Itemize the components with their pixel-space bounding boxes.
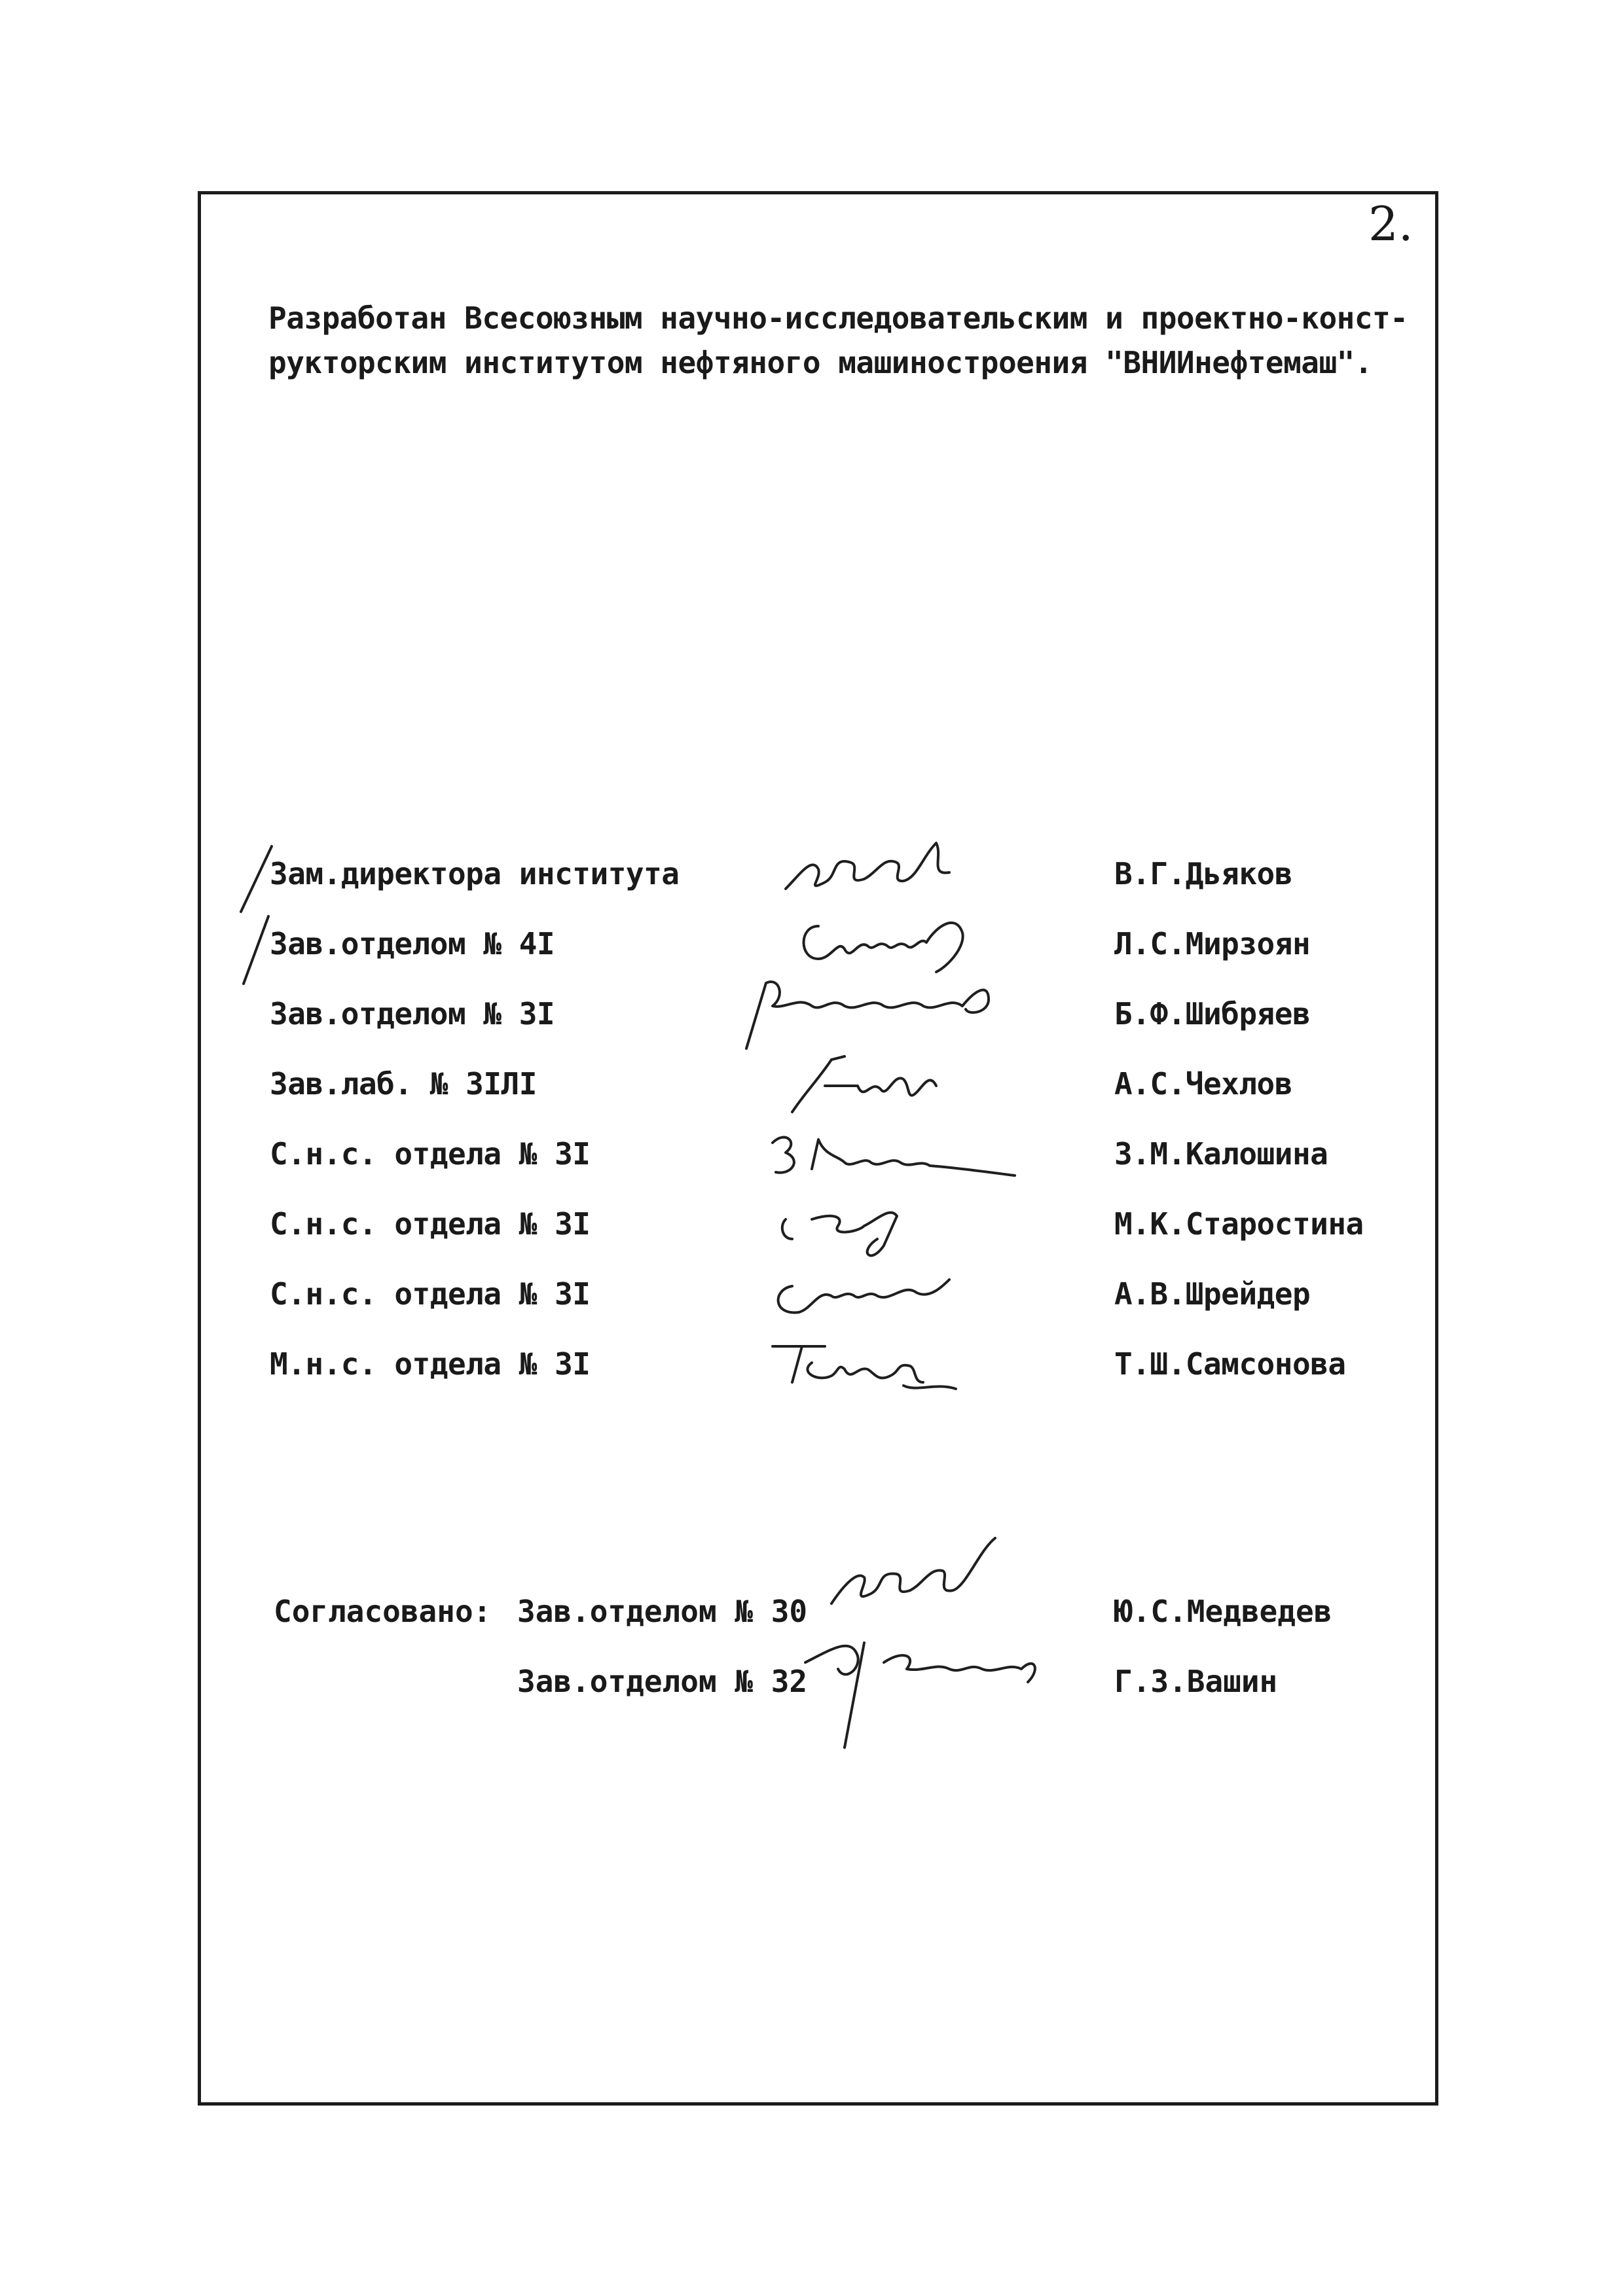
check-mark-icon (236, 913, 275, 985)
signatory-name: Б.Ф.Шибряев (1114, 996, 1311, 1031)
signatory-name: В.Г.Дьяков (1114, 856, 1292, 891)
signature-icon (740, 1320, 1034, 1405)
signatory-name: А.В.Шрейдер (1114, 1276, 1311, 1312)
agreed-position: Зав.отделом № 32 (517, 1664, 808, 1699)
signatory-position: С.н.с. отдела № 3I (270, 1206, 591, 1242)
agreed-position: Зав.отделом № 30 (517, 1594, 808, 1629)
signatory-position: Зав.отделом № 4I (270, 926, 555, 961)
signatory-position: Зав.отделом № 3I (270, 996, 555, 1031)
signatory-row (0, 1346, 1623, 1399)
check-mark-icon (236, 843, 275, 915)
signatory-position: С.н.с. отдела № 3I (270, 1276, 591, 1312)
intro-paragraph (268, 296, 1414, 385)
signatory-position: Зам.директора института (270, 856, 680, 891)
agreed-name: Г.З.Вашин (1114, 1664, 1278, 1699)
signatory-name: А.С.Чехлов (1114, 1066, 1292, 1102)
agreed-label: Согласовано: (274, 1594, 492, 1629)
page-number: 2. (1368, 196, 1413, 251)
agreed-name: Ю.С.Медведев (1114, 1594, 1332, 1629)
signatory-position: М.н.с. отдела № 3I (270, 1346, 591, 1382)
signature-icon (792, 1532, 1067, 1767)
signatory-position: Зав.лаб. № 3IЛI (270, 1066, 537, 1102)
intro-line-2: рукторским институтом нефтяного машиностроения "ВНИИнефтемаш". (268, 345, 1373, 380)
signatory-name: З.М.Калошина (1114, 1136, 1328, 1172)
signatory-position: С.н.с. отдела № 3I (270, 1136, 591, 1172)
signatory-name: М.К.Старостина (1114, 1206, 1364, 1242)
signatory-name: Л.С.Мирзоян (1114, 926, 1311, 961)
intro-line-1: Разработан Всесоюзным научно-исследовательским и проектно-конст- (268, 300, 1408, 336)
signatory-name: Т.Ш.Самсонова (1114, 1346, 1346, 1382)
